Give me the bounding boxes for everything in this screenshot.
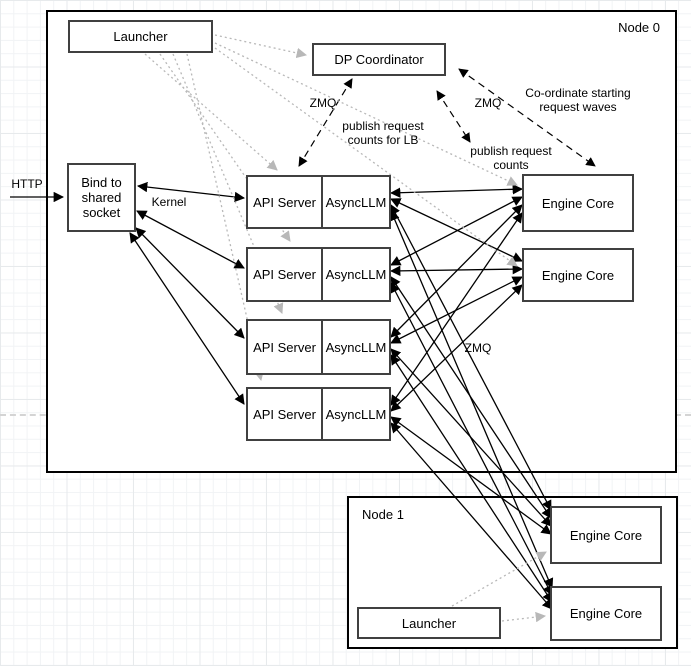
zmq-label-async-engine: ZMQ bbox=[464, 341, 492, 355]
dp-coordinator-title: DP Coordinator bbox=[334, 52, 424, 67]
node0-label: Node 0 bbox=[618, 20, 660, 35]
coordinate-waves-label: Co-ordinate starting request waves bbox=[525, 86, 631, 114]
zmq-label-coordinator-api: ZMQ bbox=[309, 96, 337, 110]
api-server-box-1: API Server bbox=[248, 177, 323, 227]
http-label: HTTP bbox=[11, 177, 43, 191]
engine-core-title-3: Engine Core bbox=[569, 527, 643, 543]
publish-lb-label: publish request counts for LB bbox=[342, 119, 424, 147]
api-server-box-2: API Server bbox=[248, 249, 323, 300]
api-server-box-3: API Server bbox=[248, 321, 323, 373]
kernel-label: Kernel bbox=[151, 195, 187, 209]
engine-core-box-1 bbox=[522, 174, 634, 232]
launcher-node0-box bbox=[68, 20, 213, 53]
asyncllm-box-2: AsyncLLM bbox=[325, 267, 387, 282]
api-server-row-4 bbox=[246, 387, 391, 441]
bind-socket-box bbox=[67, 163, 136, 232]
api-server-box-4: API Server bbox=[248, 389, 323, 439]
asyncllm-box-3: AsyncLLM bbox=[325, 339, 387, 355]
publish-counts-label: publish request counts bbox=[470, 144, 552, 172]
engine-core-title-4: Engine Core bbox=[569, 606, 643, 621]
zmq-label-coordinator-engine: ZMQ bbox=[474, 96, 502, 110]
api-server-row-1 bbox=[246, 175, 391, 229]
launcher-node0-title: Launcher bbox=[113, 29, 168, 44]
engine-core-box-3 bbox=[550, 506, 662, 564]
engine-core-box-2 bbox=[522, 248, 634, 302]
launcher-node1-box bbox=[357, 607, 501, 639]
api-server-row-2 bbox=[246, 247, 391, 302]
bind-socket-title: Bind to shared socket bbox=[81, 175, 122, 220]
launcher-node1-title: Launcher bbox=[401, 615, 457, 631]
engine-core-title-1: Engine Core bbox=[541, 195, 615, 211]
node1-label: Node 1 bbox=[362, 507, 404, 522]
api-server-row-3 bbox=[246, 319, 391, 375]
engine-core-title-2: Engine Core bbox=[541, 267, 615, 283]
engine-core-box-4 bbox=[550, 586, 662, 641]
asyncllm-box-1: AsyncLLM bbox=[325, 194, 387, 210]
dp-coordinator-box bbox=[312, 43, 446, 76]
asyncllm-box-4: AsyncLLM bbox=[325, 406, 387, 422]
